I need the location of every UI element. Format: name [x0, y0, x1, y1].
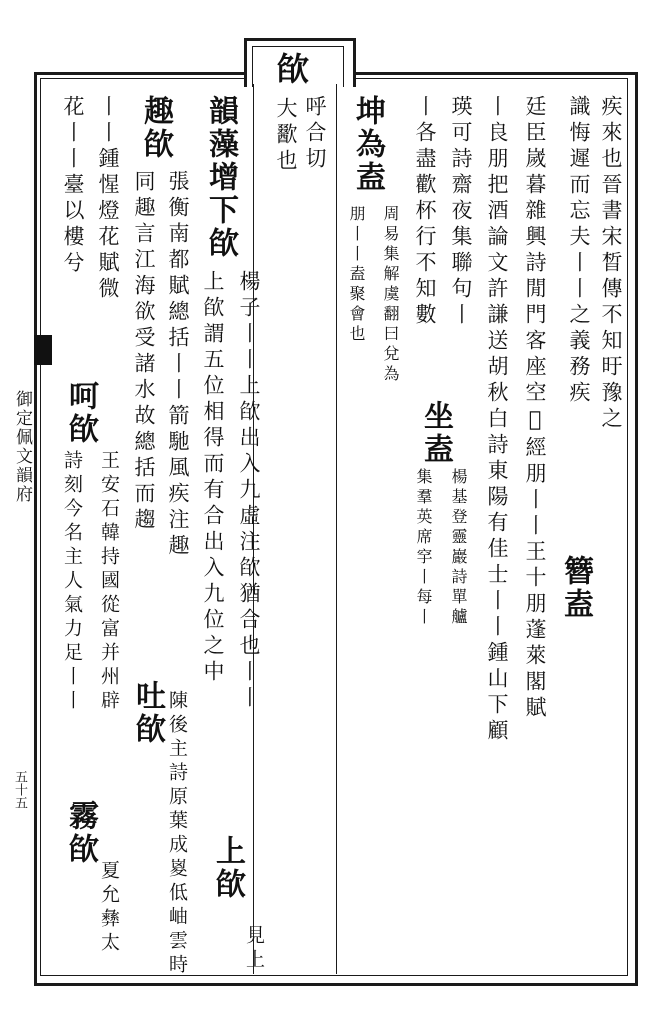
- entry-heading-qu-kan: 趣欿: [138, 95, 173, 161]
- head-gloss-2: 大歠也: [274, 97, 298, 175]
- head-gloss-1: 呼合切: [303, 95, 327, 173]
- text-column: 瑛可詩齋夜集聯句丨: [449, 95, 473, 329]
- entry-heading-he-kan: 呵欿: [63, 380, 98, 446]
- text-column: 識悔遲而忘夫丨丨之義務疾: [567, 95, 591, 407]
- text-column: 丨良朋把酒論文許謙送胡秋白詩東陽有佳士丨丨鍾山下顧: [485, 95, 509, 745]
- entry-heading-tu-kan: 吐欿: [130, 680, 165, 746]
- section-heading-yun-zao: 韻藻增下欿: [203, 95, 238, 260]
- margin-fishtail-bar: [34, 335, 52, 365]
- entry-note: 夏允彝太: [98, 860, 120, 956]
- column-rule: [336, 84, 337, 974]
- entry-heading-zuo-he: 坐盍: [418, 400, 453, 466]
- text-column: 丨丨鍾惺燈花賦微: [96, 95, 120, 303]
- entry-note: 見上: [243, 925, 265, 973]
- text-column: 上欿謂五位相得而有合出入九位之中: [201, 270, 225, 686]
- book-title: 御定佩文韻府: [12, 390, 32, 504]
- text-column: 丨各盡歡杯行不知數: [413, 95, 437, 329]
- entry-heading-kun-wei-he: 坤為盍: [350, 95, 385, 194]
- text-column: 楊子丨丨上欿出入九虛注欿猶合也丨丨: [237, 270, 261, 712]
- entry-note: 朋丨丨盍聚會也: [347, 205, 366, 345]
- entry-note: 陳後主詩原葉成嵏低岫雲時: [166, 690, 188, 978]
- entry-note: 集羣英席穻丨每丨: [414, 468, 433, 628]
- entry-note: 楊基登靈巖詩單艫: [449, 468, 468, 628]
- text-column: 同趣言江海欲受諸水故總括而趨: [132, 170, 156, 534]
- entry-heading-zan-he: 簪盍: [558, 555, 593, 621]
- entry-note: 周易集解虞翻曰兌為: [381, 205, 400, 385]
- text-column: 張衡南都賦總括丨丨箭馳風疾注趣: [166, 170, 190, 560]
- entry-heading-wu-kan: 霧欿: [63, 800, 98, 866]
- text-column: 疾來也晉書宋晳傳不知旴豫之: [599, 95, 623, 433]
- text-column: 廷臣嵗暮雜興詩閒門客座空𤍳經朋丨丨王十朋蓬萊閣賦: [523, 95, 547, 722]
- text-column: 花丨丨臺以樓兮: [61, 95, 85, 277]
- entry-note: 詩刻今名主人氣力足丨丨: [61, 450, 83, 714]
- head-character: 欿: [272, 52, 310, 87]
- entry-note: 王安石韓持國從富并州辟: [98, 450, 120, 714]
- page-number: 五十五: [12, 770, 27, 809]
- entry-heading-shang-kan: 上欿: [210, 835, 245, 901]
